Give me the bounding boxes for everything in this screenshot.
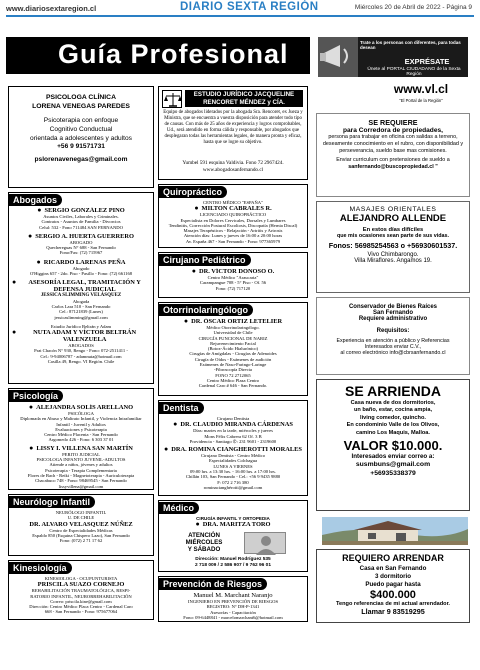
section-abogados: Abogados bbox=[8, 194, 62, 206]
bullet-icon: ● bbox=[194, 204, 199, 213]
list-item bbox=[12, 445, 150, 489]
detail-line: lissyvillena@gmail.com bbox=[58, 483, 104, 489]
psicologia-list bbox=[12, 404, 150, 489]
scales-logo bbox=[162, 90, 182, 108]
detail-line: PSICOLOGA INFANTO JUVENIL-ADULTOS bbox=[36, 457, 126, 463]
psychologist-name: ALEJANDRA SOLÍS ARELLANO bbox=[36, 404, 134, 411]
detail-line: Asuntos Civiles, Laborales y Criminales. bbox=[43, 214, 119, 219]
detail-line: Celul: 532 - Fono 711484 SAN FERNANDO bbox=[39, 224, 123, 230]
chiropractor-name: MILTON CABRALES R. bbox=[201, 205, 272, 213]
detail-line: un baño, estar, cocina ampia, bbox=[353, 407, 433, 414]
ad-price: VALOR $10.000. bbox=[343, 438, 443, 454]
detail-line: Cardenal Caro # 646 - San Fernando. bbox=[198, 383, 268, 389]
ad-details bbox=[317, 400, 469, 437]
detail-line: Carlos Lara 510 - San Fernando bbox=[51, 303, 111, 309]
ad-headline: MASAJES ORIENTALES bbox=[349, 206, 437, 213]
ad-line: Psicoterapia con enfoque bbox=[43, 117, 119, 124]
detail-line: FONO 72 2712065 bbox=[215, 372, 251, 378]
riesgos-ad bbox=[162, 592, 304, 621]
detail-line: CENTRO MÉDICO "ESPAÑA" bbox=[203, 200, 263, 205]
bullet-icon: ● bbox=[12, 278, 17, 287]
dentist-name: DR. CLAUDIO MIRANDA CÁRDENAS bbox=[180, 421, 293, 429]
ad-se-arrienda bbox=[316, 379, 470, 511]
ad-expresate bbox=[318, 37, 468, 109]
bullet-icon: ● bbox=[183, 318, 189, 325]
detail-line: Carampangue 708 - 5° Piso - Of. 56 bbox=[199, 280, 267, 286]
detail-line: Estudio Jurídico Beltrán y Adam bbox=[50, 323, 112, 329]
detail-line: rominacianghérotti@gmail.com bbox=[203, 484, 263, 490]
doctor-name: DR. ALVARO VELASQUEZ NÚÑEZ bbox=[29, 520, 133, 528]
ad-headline: SE ARRIENDA bbox=[345, 383, 441, 399]
detail-line: Exámenes de Naso-Faringo-Laringe bbox=[199, 362, 267, 368]
detail-line: 668 - San Fernando - Fono: 975677064 bbox=[44, 609, 118, 615]
list-item bbox=[12, 404, 150, 443]
header-rule bbox=[6, 15, 474, 17]
detail-line: Fono/Fax: (72) 715967 bbox=[59, 250, 103, 256]
detail-line: jessicaslimming@gmail.com bbox=[54, 314, 108, 320]
lawyer-name: SERGIO GONZÁLEZ PINO bbox=[44, 207, 125, 214]
detail-line: Quechereguas N° 688 - San Fernando bbox=[46, 245, 116, 251]
ad-masajes bbox=[316, 201, 470, 293]
detail-line: Argomedo 426 - Fono: 6 303 37 01 bbox=[48, 437, 114, 443]
bullet-icon: ● bbox=[29, 443, 34, 452]
detail-line: Abogada bbox=[72, 298, 90, 304]
detail-line: En condominio Valle de los Olivos, bbox=[346, 422, 440, 429]
lawyer-name: SERGIO A. HUERTA GUERRERO bbox=[35, 232, 134, 240]
detail-line: Psicoterapia - Terapia Complementaria bbox=[45, 467, 117, 473]
detail-line: Abogado bbox=[72, 265, 90, 271]
detail-line: Flores de Bach - Reiki - Magnetoterapia - Auriculoterapia bbox=[27, 472, 135, 478]
detail-line: O'Higgins 657 - 2do. Piso - Pasillo - Fono: (72) 661168 bbox=[29, 271, 133, 277]
attention-line: MIÉRCOLES bbox=[185, 539, 223, 546]
ad-email[interactable]: al correo electrónico info@cbrsanfernando.cl bbox=[340, 350, 446, 356]
detail-line: ABOGADOS bbox=[68, 343, 94, 349]
detail-line: REGISTRO: N° DH-P-1341 bbox=[206, 604, 260, 610]
detail-line: Días: martes en la tarde, miércoles y jueves bbox=[193, 428, 273, 434]
detail-line: Evaluaciones y Psicoterapia bbox=[55, 426, 107, 432]
address: Dirección: Manuel Rodríguez 535 bbox=[195, 557, 271, 562]
psychologist-name: LISSY I. VILLENA SAN MARTÍN bbox=[36, 444, 133, 452]
kinesiologia-ad bbox=[12, 576, 150, 619]
detail-line: NEURÓLOGO INFANTIL bbox=[55, 510, 107, 515]
firm-description: Equipo de abogados liderados por la abogada Sra. Rencoret, ex Jueza y Ministra, que se encuentra a vuestra disposición para atender todo tipo de causas. Con más de 25 años de experiencia y logros comprobables, Ud., será atendido en forma cálida y responsable, por abogados que desplegaran todas las herramientas legales, de manera pronta y eficaz, hasta que se logre su objetivo. bbox=[163, 110, 303, 145]
ad-address: Vivo Chimbarongo. bbox=[367, 252, 419, 258]
detail-line: PERITO JUDICIAL bbox=[62, 451, 100, 457]
section-quiropractico: Quiropráctico bbox=[158, 186, 227, 198]
detail-line: Tendinitis, Corrección Postural Escoliosis, Discopatía (Hernia Discal) bbox=[168, 222, 298, 228]
ad-handle: pslorenavenegas@gmail.com bbox=[34, 156, 128, 164]
list-item bbox=[12, 259, 150, 277]
detail-line: Centro Médico Placenta - San Fernando bbox=[44, 432, 118, 438]
bullet-icon: ● bbox=[28, 231, 33, 240]
otorrino-ad bbox=[162, 318, 304, 395]
ad-headline: Requiere administrativo bbox=[358, 316, 428, 322]
ad-psicologa-clinica bbox=[8, 86, 154, 188]
site-url[interactable]: www.diariosextaregion.cl bbox=[6, 4, 97, 13]
detail-line: Cirugía de Oídos - Exámenes de audición bbox=[194, 356, 272, 362]
ad-text: que mis ocasiones sean parte de sus vidas. bbox=[336, 233, 450, 239]
detail-line: Chillán 103, San Fernando - Cel.: +56 9 9435 9880 bbox=[185, 474, 281, 480]
ad-email[interactable]: susmbuns@gmail.com bbox=[355, 461, 431, 469]
detail-line: CIRUGÍA INFANTIL Y ORTOPEDIA bbox=[196, 516, 270, 521]
detail-line: LICENCIADO QUIROPRÁCTICO bbox=[199, 212, 267, 218]
detail-line: -Fibroscopía Directa bbox=[214, 367, 252, 373]
ad-headline: REQUIERO ARRENDAR bbox=[342, 553, 444, 563]
attention-days bbox=[178, 532, 230, 553]
firm-website[interactable]: www.abogadosanfernando.cl bbox=[202, 167, 264, 173]
detail-line: Infantil - Juvenil y Adultos bbox=[56, 421, 106, 427]
ad-title: PSICOLOGA CLÍNICA bbox=[46, 94, 116, 101]
ad-address: Villa Miraflores. Angamos 19. bbox=[354, 258, 432, 264]
abogados-list bbox=[12, 207, 150, 383]
list-item bbox=[12, 233, 150, 256]
ad-subheadline: para Corredora de propiedades, bbox=[342, 127, 444, 134]
detail-line: Centro Médico Plaza Centro bbox=[206, 377, 260, 383]
detail-line: JESSICA SLIMMING VELÁSQUEZ bbox=[40, 293, 122, 299]
list-item bbox=[12, 207, 150, 230]
detail-line: Atiende a niños, jóvenes y adultos bbox=[49, 462, 113, 468]
ad-text: Casa en San Fernando bbox=[359, 565, 427, 572]
doctor-name: DR. VÍCTOR DONOSO O. bbox=[199, 268, 275, 275]
ad-text: persona para trabajar en oficina con salidas a terreno, deseamente conocimiento en el rubro, con disponibilidad y perseverancia, sueldo base mas comisiones. bbox=[322, 134, 464, 154]
ad-subheadline: Requisitos: bbox=[376, 328, 410, 334]
ad-text: 3 dormitorio bbox=[374, 573, 412, 580]
ad-line: Cognitivo Conductual bbox=[49, 125, 113, 133]
detail-line: INGENIERO EN PREVENCIÓN DE RIESGOS bbox=[187, 599, 279, 604]
consultant-name: Manuel M. Marchant Naranjo bbox=[193, 592, 273, 599]
ad-headline: SE REQUIERE bbox=[368, 118, 418, 127]
detail-line: F: 072 2 716 380 bbox=[217, 479, 249, 485]
newspaper-header bbox=[0, 0, 480, 20]
section-psicologia: Psicología bbox=[8, 390, 63, 402]
detail-line: Centro Médico "Araucaria" bbox=[207, 275, 259, 280]
detail-line: RATORIO INFANTIL, NEURORREHABILITACIÓN bbox=[30, 593, 132, 599]
section-cirujano-pediatrico: Cirujano Pediátrico bbox=[158, 254, 251, 266]
ad-price: $400.000 bbox=[370, 589, 416, 601]
section-riesgos: Prevención de Riesgos bbox=[158, 578, 267, 590]
ad-text: Únete al PORTAL CIUDADANO de la Sexta Región bbox=[367, 67, 461, 77]
detail-line: Masajes Terapéuticos - Relajación - Artritis y Artrosis bbox=[183, 228, 283, 234]
ad-text: Trate a los personas con diferentes, para todas desean bbox=[360, 40, 461, 50]
banner-title: Guía Profesional bbox=[58, 39, 289, 69]
detail-line: Atención días: Lunes y jueves de 16:00 a 20:00 horas bbox=[183, 233, 283, 239]
bullet-icon: ● bbox=[36, 257, 41, 266]
doctor-photo bbox=[244, 532, 286, 554]
section-neurologo: Neurólogo Infantil bbox=[8, 496, 95, 508]
ad-headline: San Fernando bbox=[372, 310, 413, 316]
detail-line: Asesorías - Capacitación bbox=[210, 609, 256, 615]
detail-line: Correo: priscila.kine@gmail.com bbox=[50, 598, 112, 604]
detail-line: PSICÓLOGA bbox=[68, 411, 94, 416]
detail-line: (Botox-Ácido Hialurónico) bbox=[207, 346, 259, 352]
ad-se-requiere bbox=[316, 113, 470, 197]
detail-line: Universidad de Chile bbox=[213, 330, 253, 336]
ad-phone: +56 9 91571731 bbox=[57, 143, 105, 151]
section-dentista: Dentista bbox=[158, 402, 204, 414]
detail-line: Fono: (72) 717120 bbox=[215, 285, 251, 291]
detail-line: Especialidades Colchagua bbox=[208, 458, 258, 464]
ad-headline: EXPRÉSATE bbox=[404, 57, 450, 66]
detail-line: CIRUGÍA FUNCIONAL DE NARIZ bbox=[198, 335, 268, 341]
detail-line: Médico Otorrinolaringólogo. bbox=[206, 325, 260, 330]
doctor-name: DR. ÓSCAR ORTIZ LETELIER bbox=[191, 318, 283, 325]
detail-line: REHABILITACIÓN TRAUMATOLÓGICA, RESPI- bbox=[31, 588, 131, 594]
ad-requiero-arrendar bbox=[316, 549, 470, 623]
portal-website[interactable]: www.vl.cl bbox=[393, 82, 449, 96]
detail-line: Dirección: Centro Médico Placa Centro - Cardenal Caro bbox=[29, 604, 133, 610]
bullet-icon: ● bbox=[191, 268, 196, 275]
neurologo-ad bbox=[12, 510, 150, 555]
bullet-icon: ● bbox=[195, 520, 200, 529]
detail-line: Chacabuco 748 - Fono: 98469545 - San Fernando bbox=[35, 478, 127, 484]
firm-contact: Yumbel 591 esquina Valdivia. Fono 72 2967424. bbox=[182, 160, 284, 166]
detail-line: KINESIOLOGA - OCUPUNTURISTA bbox=[44, 576, 118, 581]
lawyer-name: RICARDO LARENAS PEÑA bbox=[43, 258, 126, 266]
list-item bbox=[12, 279, 150, 319]
section-otorrino: Otorrinolaringólogo bbox=[158, 304, 253, 316]
detail-line: Cel.: 9-94006787 - adamnuta@hotmail.com bbox=[40, 353, 122, 359]
detail-line: ABOGADO bbox=[69, 239, 93, 245]
quiropractico-ad bbox=[162, 200, 304, 247]
detail-line: Cel.: 87121839 (Lunes) bbox=[59, 309, 103, 315]
ad-text: Interesados enviar C.V., bbox=[364, 344, 422, 350]
attention-line: ATENCIÓN bbox=[188, 532, 220, 539]
detail-line: Diplomada en Abuso y Maltrato Infantil, y Violencia Intrafamiliar bbox=[20, 416, 142, 422]
detail-line: Centro de Especialidades Médicas bbox=[49, 527, 113, 533]
ad-text: Enviar curriculum con pretensiones de sueldo a bbox=[336, 157, 450, 163]
newspaper-name: DIARIO SEXTA REGIÓN bbox=[180, 1, 319, 13]
bullet-icon: ● bbox=[37, 207, 42, 214]
detail-line: Rejuvenecimiento Facial bbox=[210, 340, 256, 346]
ad-text: Interesados enviar correo a: bbox=[351, 453, 435, 461]
detail-line: Fono: (072) 2 71 17 62 bbox=[59, 538, 103, 544]
list-item bbox=[12, 324, 150, 364]
firm-title: ESTUDIO JURÍDICO JACQUELINE RENCORET MÉNDEZ y CÍA. bbox=[185, 90, 303, 107]
detail-line: Cirujano Dentista bbox=[216, 416, 250, 421]
ad-estudio-juridico bbox=[158, 86, 308, 180]
detail-line: Casilla 49, Rengo. VI Región. Chile bbox=[47, 359, 115, 365]
medico-ad bbox=[162, 516, 304, 571]
ad-text: Puedo pagar hasta bbox=[365, 581, 421, 588]
attention-line: Y SÁBADO bbox=[187, 546, 221, 553]
ad-email[interactable]: sanfernando@buscopropiedad.cl " bbox=[348, 164, 438, 170]
dentist-name: DRA. ROMINA CIANGHEROTTI MORALES bbox=[171, 446, 302, 454]
megaphone-icon bbox=[318, 37, 358, 77]
ad-text: Tengo referencias de mi actual arrendador. bbox=[336, 601, 450, 607]
bullet-icon: ● bbox=[28, 404, 34, 411]
ad-conservador bbox=[316, 297, 470, 375]
detail-line: Av. España 467 - San Fernando - Fono: 977365979 bbox=[185, 238, 281, 244]
ad-headline: Conservador de Bienes Raíces bbox=[348, 304, 438, 310]
detail-line: Contratos - Asuntos de Familia - Divorcios bbox=[41, 219, 121, 225]
detail-line: 09:00 hrs. a 13:30 hrs. - 16:00 hrs. a 17:00 hrs. bbox=[190, 469, 276, 475]
lawyer-name: NUTA ADAM Y VÍCTOR BELTRÁN VALENZUELA bbox=[33, 329, 137, 344]
detail-line: Fono: 09-6448841 - marcelomarchant6@hotmail.com bbox=[183, 614, 283, 620]
masseur-name: ALEJANDRO ALLENDE bbox=[339, 213, 447, 224]
detail-line: Cirujano Dentista - Centro Médico bbox=[200, 453, 266, 459]
ad-text: Experiencia en atención a público y Referencias bbox=[336, 338, 450, 344]
phone: 2 718 009 / 2 586 907 / 9 762 96 01 bbox=[194, 563, 272, 568]
dentista-ad bbox=[162, 416, 304, 495]
detail-line: Cirugías de Amígdalas - Cirugías de Adenoides bbox=[189, 351, 277, 357]
ad-phone: Llamar 9 83519295 bbox=[361, 607, 425, 616]
section-kinesiologia: Kinesiología bbox=[8, 562, 72, 574]
ad-title: LORENA VENEGAS PAREDES bbox=[32, 103, 130, 110]
doctor-name: DRA. MARITZA TORO bbox=[202, 521, 271, 529]
house-photo bbox=[322, 517, 468, 545]
ad-line: orientada a adolescentes y adultos bbox=[30, 134, 132, 142]
detail-line: Casa nueva de dos dormitorios, bbox=[350, 400, 436, 406]
ad-text: En estos días difíciles bbox=[362, 227, 424, 233]
cirujano-pediatrico-ad bbox=[162, 268, 304, 297]
page-date: Miércoles 20 de Abril de 2022 - Página 9 bbox=[354, 4, 472, 11]
detail-line: LUNES A VIERNES bbox=[213, 463, 253, 469]
bullet-icon: ● bbox=[12, 328, 17, 337]
bullet-icon: ● bbox=[173, 420, 178, 429]
detail-line: Espaldo 850 (Esquina Chispero Lazo), San Fernando bbox=[32, 532, 130, 538]
detail-line: living comedor, quincho. bbox=[360, 414, 426, 421]
detail-line: camino Los Maquis, Malloa. bbox=[356, 429, 430, 436]
ad-phone: +56935338379 bbox=[370, 469, 416, 477]
detail-line: Especialista en Dolores Cervicales, Dorsales y Lumbares bbox=[180, 217, 286, 223]
portal-caption: "El Portal de la Región" bbox=[399, 98, 443, 103]
guide-banner bbox=[6, 37, 310, 74]
detail-line: Prat Chacón N° 930, Rengo - Fono: 072-2511411 - bbox=[34, 348, 128, 354]
kinesiologist-name: PRISCILA SUAZO CORNEJO bbox=[37, 581, 125, 589]
lawyer-name: ASESORÍA LEGAL, TRAMITACIÓN Y DEFENSA JUDICIAL bbox=[28, 279, 141, 294]
detail-line: Providencia - Santiago ✆: 231 9601 - 2319600 bbox=[189, 438, 277, 444]
detail-line: Mons Félix Cabrera 62 Of. 3 B bbox=[204, 433, 262, 439]
section-medico: Médico bbox=[158, 502, 199, 514]
bullet-icon: ● bbox=[164, 445, 169, 454]
ad-phones: Fonos: 56985254563 o +56930601537. bbox=[328, 241, 458, 250]
detail-line: U. DE CHILE bbox=[67, 515, 95, 521]
